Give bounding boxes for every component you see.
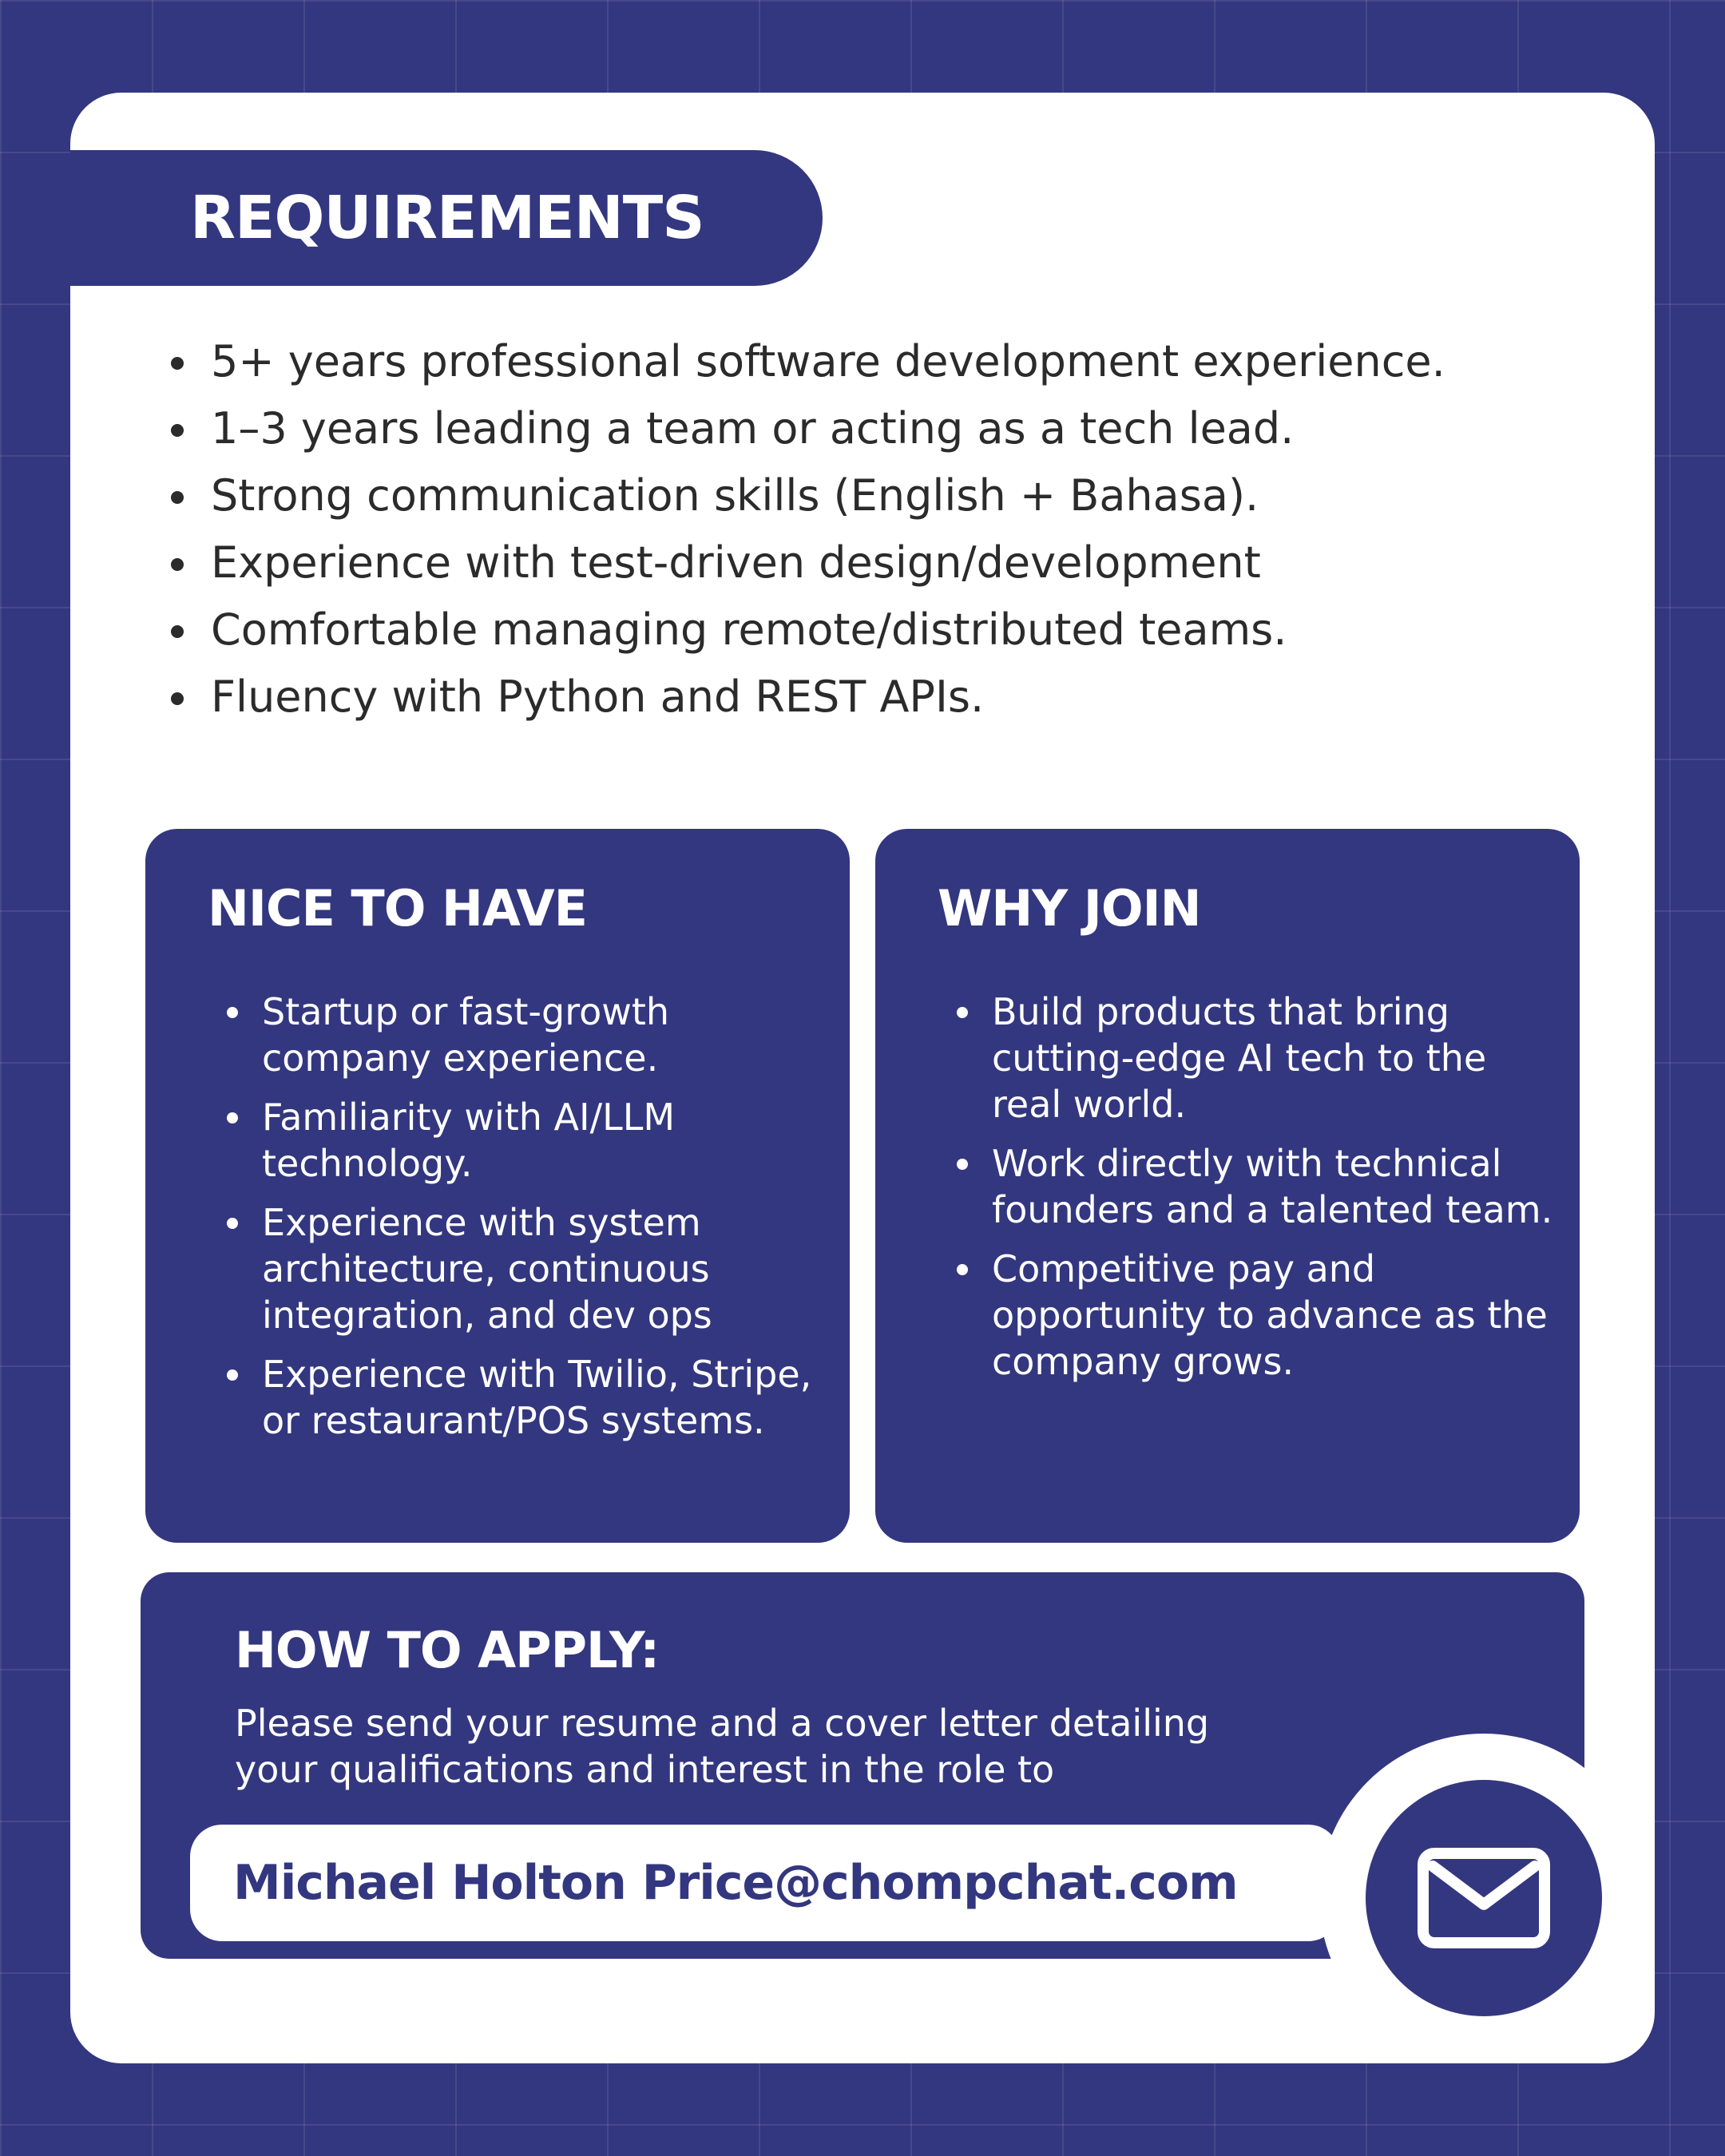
list-item: Strong communication skills (English + Bahasa). xyxy=(166,462,1604,529)
list-item: Experience with test-driven design/development xyxy=(166,529,1604,596)
list-item: Work directly with technical founders and a talented team. xyxy=(955,1140,1562,1233)
list-item: Startup or fast-growth company experience. xyxy=(225,989,832,1081)
list-item: Experience with system architecture, continuous integration, and dev ops xyxy=(225,1199,832,1338)
list-item: Fluency with Python and REST APIs. xyxy=(166,664,1604,731)
list-item: 5+ years professional software development experience. xyxy=(166,328,1604,395)
why-join-title: WHY JOIN xyxy=(938,879,1201,937)
mail-icon-ring xyxy=(1319,1734,1648,2063)
job-requirements-card xyxy=(70,93,1655,2063)
how-to-apply-text: Please send your resume and a cover letter detailing your qualifications and interest in the role to xyxy=(235,1702,1210,1791)
requirements-list xyxy=(166,328,1604,731)
why-join-box xyxy=(875,829,1580,1543)
list-item: Familiarity with AI/LLM technology. xyxy=(225,1094,832,1187)
how-to-apply-title: HOW TO APPLY: xyxy=(235,1621,660,1679)
list-item: Build products that bring cutting-edge AI tech to the real world. xyxy=(955,989,1562,1128)
nice-to-have-box xyxy=(145,829,850,1543)
list-item: Competitive pay and opportunity to advance as the company grows. xyxy=(955,1246,1562,1385)
why-join-list xyxy=(955,989,1562,1397)
requirements-title: REQUIREMENTS xyxy=(190,184,704,252)
email-pill[interactable] xyxy=(190,1825,1340,1941)
list-item: Comfortable managing remote/distributed teams. xyxy=(166,596,1604,664)
list-item: Experience with Twilio, Stripe, or restaurant/POS systems. xyxy=(225,1351,832,1444)
email-address[interactable]: Michael Holton Price@chompchat.com xyxy=(233,1855,1238,1911)
envelope-icon xyxy=(1417,1847,1551,1949)
list-item: 1–3 years leading a team or acting as a tech lead. xyxy=(166,395,1604,462)
requirements-banner xyxy=(70,150,823,286)
nice-to-have-title: NICE TO HAVE xyxy=(208,879,587,937)
mail-icon-circle[interactable] xyxy=(1366,1780,1602,2016)
nice-to-have-list xyxy=(225,989,832,1456)
